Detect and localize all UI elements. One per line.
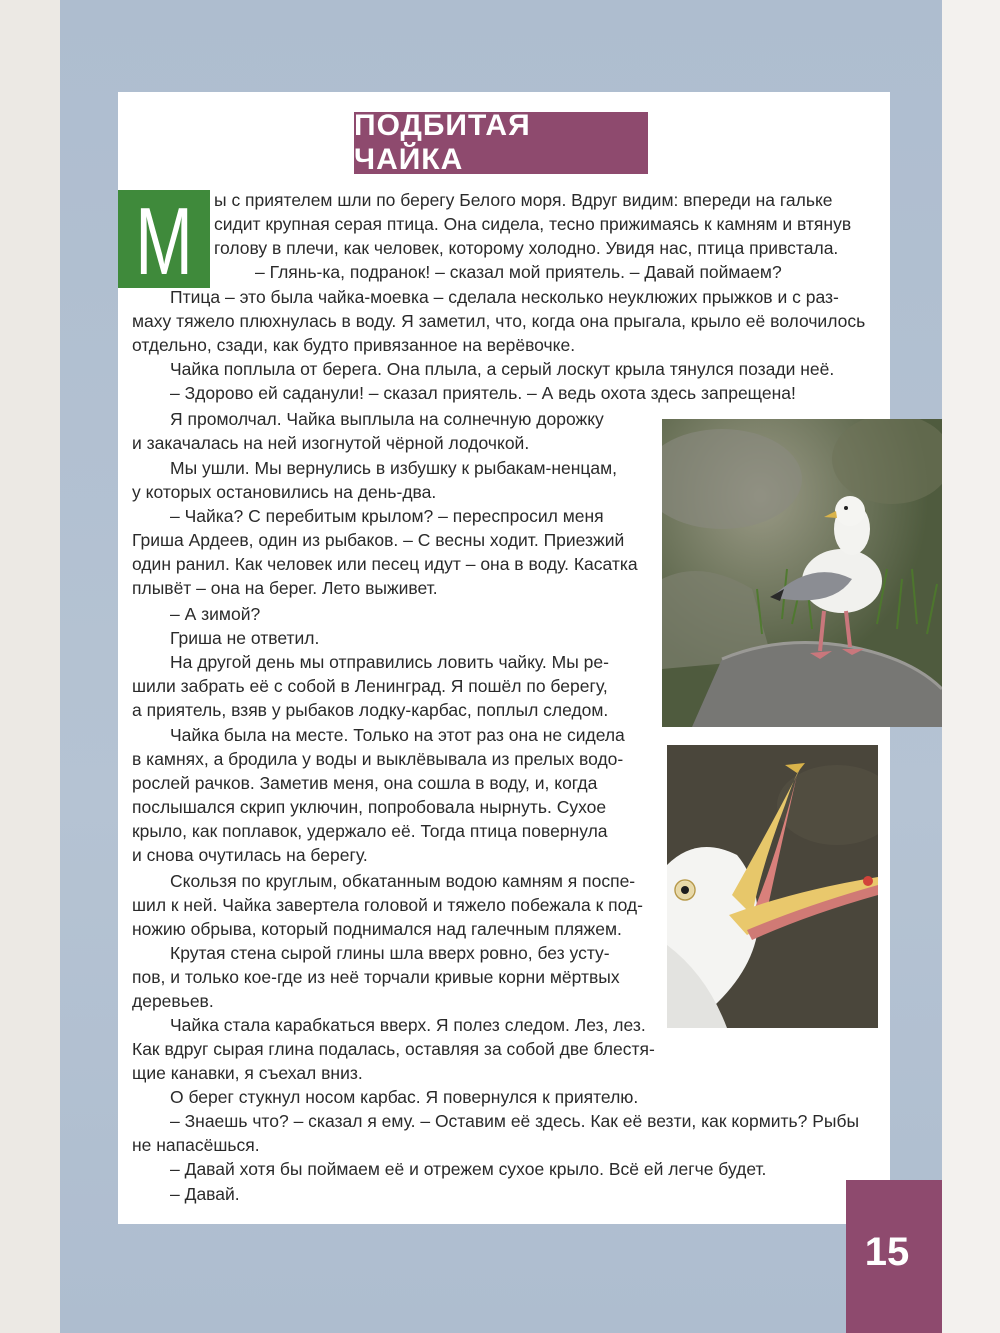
text-line: деревьев.: [132, 991, 214, 1011]
text-line: плывёт – она на берег. Лето выживет.: [132, 578, 438, 598]
text-line: щие канавки, я съехал вниз.: [132, 1063, 363, 1083]
gull-open-beak-illustration: [667, 745, 878, 1028]
text-line: и закачалась на ней изогнутой чёрной лодочкой.: [132, 433, 530, 453]
text-line: – Глянь-ка, подранок! – сказал мой приятель. – Давай поймаем?: [255, 262, 782, 282]
text-line: Птица – это была чайка-моевка – сделала несколько неуклюжих прыжков и с раз-: [170, 287, 839, 307]
text-line: шили забрать её с собой в Ленинград. Я пошёл по берегу,: [132, 676, 608, 696]
text-line: послышался скрип уключин, попробовала нырнуть. Сухое: [132, 797, 607, 817]
drop-cap: [118, 188, 210, 295]
text-line: не напасёшься.: [132, 1135, 260, 1155]
text-line: – Здорово ей саданули! – сказал приятель. – А ведь охота здесь запрещена!: [170, 383, 796, 403]
text-line: – А зимой?: [170, 604, 261, 624]
text-line: О берег стукнул носом карбас. Я повернулся к приятелю.: [170, 1087, 639, 1107]
text-line: пов, и только кое-где из неё торчали кривые корни мёртвых: [132, 967, 620, 987]
text-line: маху тяжело плюхнулась в воду. Я заметил, что, когда она прыгала, крыло её волочилось: [132, 311, 866, 331]
text-line: ы с приятелем шли по берегу Белого моря. Вдруг видим: впереди на гальке: [214, 190, 833, 210]
drop-cap-letter: М: [135, 188, 193, 295]
text-line: – Чайка? С перебитым крылом? – переспросил меня: [170, 506, 604, 526]
gull-on-rock-illustration: [662, 419, 942, 727]
text-line: и снова очутилась на берегу.: [132, 845, 368, 865]
text-line: На другой день мы отправились ловить чайку. Мы ре-: [170, 652, 609, 672]
text-line: ножию обрыва, который поднимался над галечным пляжем.: [132, 919, 622, 939]
text-line: Мы ушли. Мы вернулись в избушку к рыбакам-ненцам,: [170, 458, 618, 478]
text-line: а приятель, взяв у рыбаков лодку-карбас, поплыл следом.: [132, 700, 609, 720]
text-line: шил к ней. Чайка завертела головой и тяжело побежала к под-: [132, 895, 643, 915]
text-line: голову в плечи, как человек, которому холодно. Увидя нас, птица привстала.: [214, 238, 839, 258]
page-margin: [942, 0, 1000, 1333]
text-line: Гриша Ардеев, один из рыбаков. – С весны ходит. Приезжий: [132, 530, 625, 550]
page-number: 15: [864, 1230, 910, 1274]
text-line: – Знаешь что? – сказал я ему. – Оставим её здесь. Как её везти, как кормить? Рыбы: [170, 1111, 860, 1131]
text-line: Гриша не ответил.: [170, 628, 320, 648]
gull-open-beak-photo: [667, 745, 878, 1028]
text-line: у которых остановились на день-два.: [132, 482, 437, 502]
text-line: отдельно, сзади, как будто привязанное на верёвочке.: [132, 335, 576, 355]
text-line: в камнях, а бродила у воды и выклёвывала из прелых водо-: [132, 749, 624, 769]
text-line: – Давай хотя бы поймаем её и отрежем сухое крыло. Всё ей легче будет.: [170, 1159, 767, 1179]
text-line: Я промолчал. Чайка выплыла на солнечную дорожку: [170, 409, 604, 429]
text-line: Чайка была на месте. Только на этот раз она не сидела: [170, 725, 625, 745]
text-line: – Давай.: [170, 1184, 240, 1204]
text-line: рослей рачков. Заметив меня, она сошла в воду, и, когда: [132, 773, 598, 793]
text-line: Чайка поплыла от берега. Она плыла, а серый лоскут крыла тянулся позади неё.: [170, 359, 835, 379]
text-line: Чайка стала карабкаться вверх. Я полез следом. Лез, лез.: [170, 1015, 646, 1035]
text-line: Скользя по круглым, обкатанным водою камням я поспе-: [170, 871, 636, 891]
text-line: один ранил. Как человек или песец идут – она в воду. Касатка: [132, 554, 638, 574]
page-title: ПОДБИТАЯ ЧАЙКА: [354, 109, 531, 176]
text-line: Крутая стена сырой глины шла вверх ровно, без усту-: [170, 943, 610, 963]
text-line: сидит крупная серая птица. Она сидела, тесно прижимаясь к камням и втянув: [214, 214, 852, 234]
text-line: Как вдруг сырая глина подалась, оставляя за собой две блестя-: [132, 1039, 655, 1059]
gull-on-rock-photo: [662, 419, 942, 727]
text-line: крыло, как поплавок, удержало её. Тогда птица повернула: [132, 821, 608, 841]
title-banner: [354, 109, 648, 176]
